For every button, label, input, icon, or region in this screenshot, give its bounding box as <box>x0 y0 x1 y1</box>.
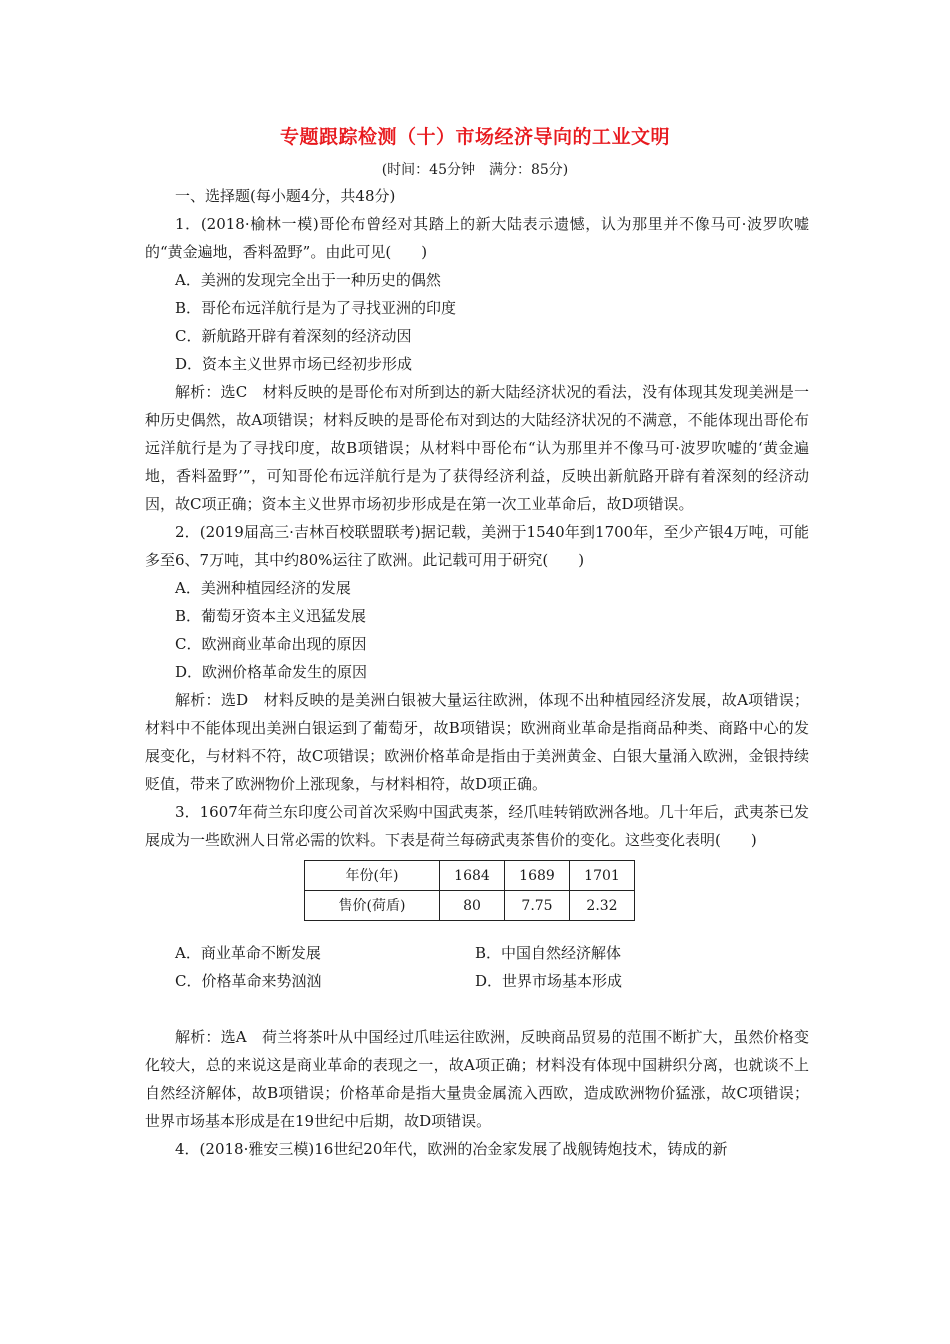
question-3-option-b: B．中国自然经济解体 <box>475 944 622 962</box>
document-body <box>145 182 809 1163</box>
tea-price-table <box>304 860 635 921</box>
question-3-option-d: D．世界市场基本形成 <box>475 972 623 990</box>
question-3-option-a: A．商业革命不断发展 <box>175 944 321 962</box>
question-3-stem: 3．1607年荷兰东印度公司首次采购中国武夷茶，经爪哇转销欧洲各地。几十年后，武夷茶已发展成为一些欧洲人日常必需的饮料。下表是荷兰每磅武夷茶售价的变化。这些变化表明( ) <box>145 803 809 849</box>
question-1-option-a: A．美洲的发现完全出于一种历史的偶然 <box>175 271 441 289</box>
table-row <box>305 891 635 921</box>
table-cell: 1684 <box>440 861 505 891</box>
question-2-option-b: B．葡萄牙资本主义迅猛发展 <box>175 607 367 625</box>
question-3-analysis: 解析：选A 荷兰将茶叶从中国经过爪哇运往欧洲，反映商品贸易的范围不断扩大，虽然价格变化较大，总的来说这是商业革命的表现之一，故A项正确；材料没有体现中国耕织分离，也就谈不上自然经济解体，故B项错误；价格革命是指大量贵金属流入西欧，造成欧洲物价猛涨，故C项错误；世界市场基本形成是在19世纪中后期，故D项错误。 <box>145 1028 809 1130</box>
question-1-analysis: 解析：选C 材料反映的是哥伦布对所到达的新大陆经济状况的看法，没有体现其发现美洲是一种历史偶然，故A项错误；材料反映的是哥伦布对到达的大陆经济状况的不满意，不能体现出哥伦布远洋航行是为了寻找印度，故B项错误；从材料中哥伦布“认为那里并不像马可·波罗吹嘘的‘黄金遍地，香料盈野’”，可知哥伦布远洋航行是为了获得经济利益，反映出新航路开辟有着深刻的经济动因，故C项正确；资本主义世界市场初步形成是在第一次工业革命后，故D项错误。 <box>145 383 809 513</box>
table-cell: 1701 <box>570 861 635 891</box>
question-1-option-d: D．资本主义世界市场已经初步形成 <box>175 355 413 373</box>
question-3-options-row-2 <box>145 967 809 995</box>
question-2-option-a: A．美洲种植园经济的发展 <box>175 579 351 597</box>
price-table-wrapper <box>145 854 809 939</box>
document-title: 专题跟踪检测（十）市场经济导向的工业文明 <box>279 126 670 148</box>
spacer <box>145 995 809 1023</box>
question-1-stem: 1．(2018·榆林一模)哥伦布曾经对其踏上的新大陆表示遗憾，认为那里并不像马可·波罗吹嘘的“黄金遍地，香料盈野”。由此可见( ) <box>145 215 809 261</box>
question-1-option-c: C．新航路开辟有着深刻的经济动因 <box>175 327 412 345</box>
time-and-score-info: (时间：45分钟 满分：85分) <box>381 162 569 178</box>
question-3-option-c: C．价格革命来势汹汹 <box>175 972 322 990</box>
table-cell: 售价(荷盾) <box>305 891 440 921</box>
question-2-stem: 2．(2019届高三·吉林百校联盟联考)据记载，美洲于1540年到1700年，至少产银4万吨，可能多至6、7万吨，其中约80%运往了欧洲。此记载可用于研究( ) <box>145 523 809 569</box>
table-cell: 年份(年) <box>305 861 440 891</box>
question-4-stem: 4．(2018·雅安三模)16世纪20年代，欧洲的冶金家发展了战舰铸炮技术，铸成的新 <box>175 1140 728 1158</box>
table-cell: 7.75 <box>505 891 570 921</box>
question-3-options-row-1 <box>145 939 809 967</box>
table-row <box>305 861 635 891</box>
table-cell: 1689 <box>505 861 570 891</box>
question-2-option-c: C．欧洲商业革命出现的原因 <box>175 635 367 653</box>
question-1-option-b: B．哥伦布远洋航行是为了寻找亚洲的印度 <box>175 299 457 317</box>
table-cell: 2.32 <box>570 891 635 921</box>
question-2-analysis: 解析：选D 材料反映的是美洲白银被大量运往欧洲，体现不出种植园经济发展，故A项错误；材料中不能体现出美洲白银运到了葡萄牙，故B项错误；欧洲商业革命是指商品种类、商路中心的发展变化，与材料不符，故C项错误；欧洲价格革命是指由于美洲黄金、白银大量涌入欧洲，金银持续贬值，带来了欧洲物价上涨现象，与材料相符，故D项正确。 <box>145 691 809 793</box>
section-heading: 一、选择题(每小题4分，共48分) <box>175 187 396 205</box>
table-cell: 80 <box>440 891 505 921</box>
question-2-option-d: D．欧洲价格革命发生的原因 <box>175 663 368 681</box>
